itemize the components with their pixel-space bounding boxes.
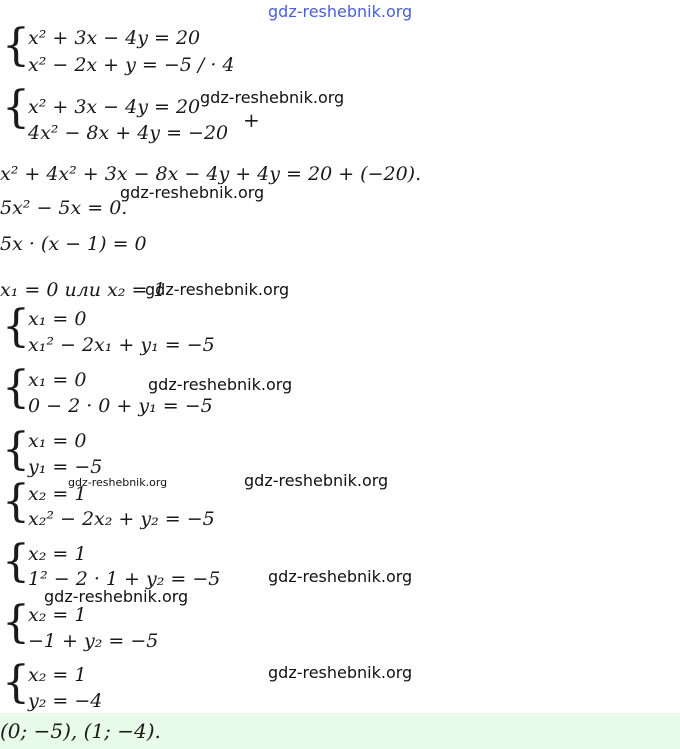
eq-8b: −1 + y₂ = −5 — [28, 630, 159, 652]
watermark-4: gdz-reshebnik.org — [148, 375, 293, 394]
brace-2: { — [2, 82, 30, 133]
eq-1b: x² − 2x + y = −5 / · 4 — [28, 54, 235, 76]
brace-1: { — [2, 20, 30, 71]
eq-7a: x₂ = 1 — [28, 543, 87, 565]
brace-4: { — [2, 362, 30, 413]
plus-sign: + — [243, 108, 260, 132]
watermark-5-small: gdz-reshebnik.org — [68, 476, 168, 489]
watermark-7: gdz-reshebnik.org — [268, 567, 413, 586]
eq-2b: 4x² − 8x + 4y = −20 — [28, 122, 229, 144]
watermark-1: gdz-reshebnik.org — [200, 88, 345, 107]
watermark-8: gdz-reshebnik.org — [44, 587, 189, 606]
watermark-6: gdz-reshebnik.org — [244, 471, 389, 490]
sum-line: x² + 4x² + 3x − 8x − 4y + 4y = 20 + (−20). — [0, 163, 422, 185]
eq-6b: x₂² − 2x₂ + y₂ = −5 — [28, 508, 215, 530]
roots-line: x₁ = 0 или x₂ = 1 — [0, 279, 166, 301]
eq-2a: x² + 3x − 4y = 20 — [28, 96, 201, 118]
eq-8a: x₂ = 1 — [28, 604, 87, 626]
brace-6: { — [2, 476, 30, 527]
eq-3a: x₁ = 0 — [28, 308, 87, 330]
brace-3: { — [2, 301, 30, 352]
factored-eq: 5x · (x − 1) = 0 — [0, 233, 147, 255]
watermark-9: gdz-reshebnik.org — [268, 663, 413, 682]
eq-7b: 1² − 2 · 1 + y₂ = −5 — [28, 568, 221, 590]
watermark-top: gdz-reshebnik.org — [268, 2, 413, 21]
eq-9b: y₂ = −4 — [28, 690, 103, 712]
eq-3b: x₁² − 2x₁ + y₁ = −5 — [28, 334, 215, 356]
eq-4a: x₁ = 0 — [28, 369, 87, 391]
answer-text: (0; −5), (1; −4). — [0, 719, 161, 743]
eq-4b: 0 − 2 · 0 + y₁ = −5 — [28, 395, 213, 417]
brace-8: { — [2, 597, 30, 648]
brace-9: { — [2, 657, 30, 708]
eq-6a: x₂ = 1 — [28, 483, 87, 505]
brace-5: { — [2, 424, 30, 475]
simplified-eq: 5x² − 5x = 0. — [0, 197, 128, 219]
watermark-3: gdz-reshebnik.org — [145, 280, 290, 299]
watermark-2: gdz-reshebnik.org — [120, 183, 265, 202]
eq-1a: x² + 3x − 4y = 20 — [28, 27, 201, 49]
eq-5b: y₁ = −5 — [28, 456, 103, 478]
eq-5a: x₁ = 0 — [28, 430, 87, 452]
brace-7: { — [2, 536, 30, 587]
eq-9a: x₂ = 1 — [28, 664, 87, 686]
